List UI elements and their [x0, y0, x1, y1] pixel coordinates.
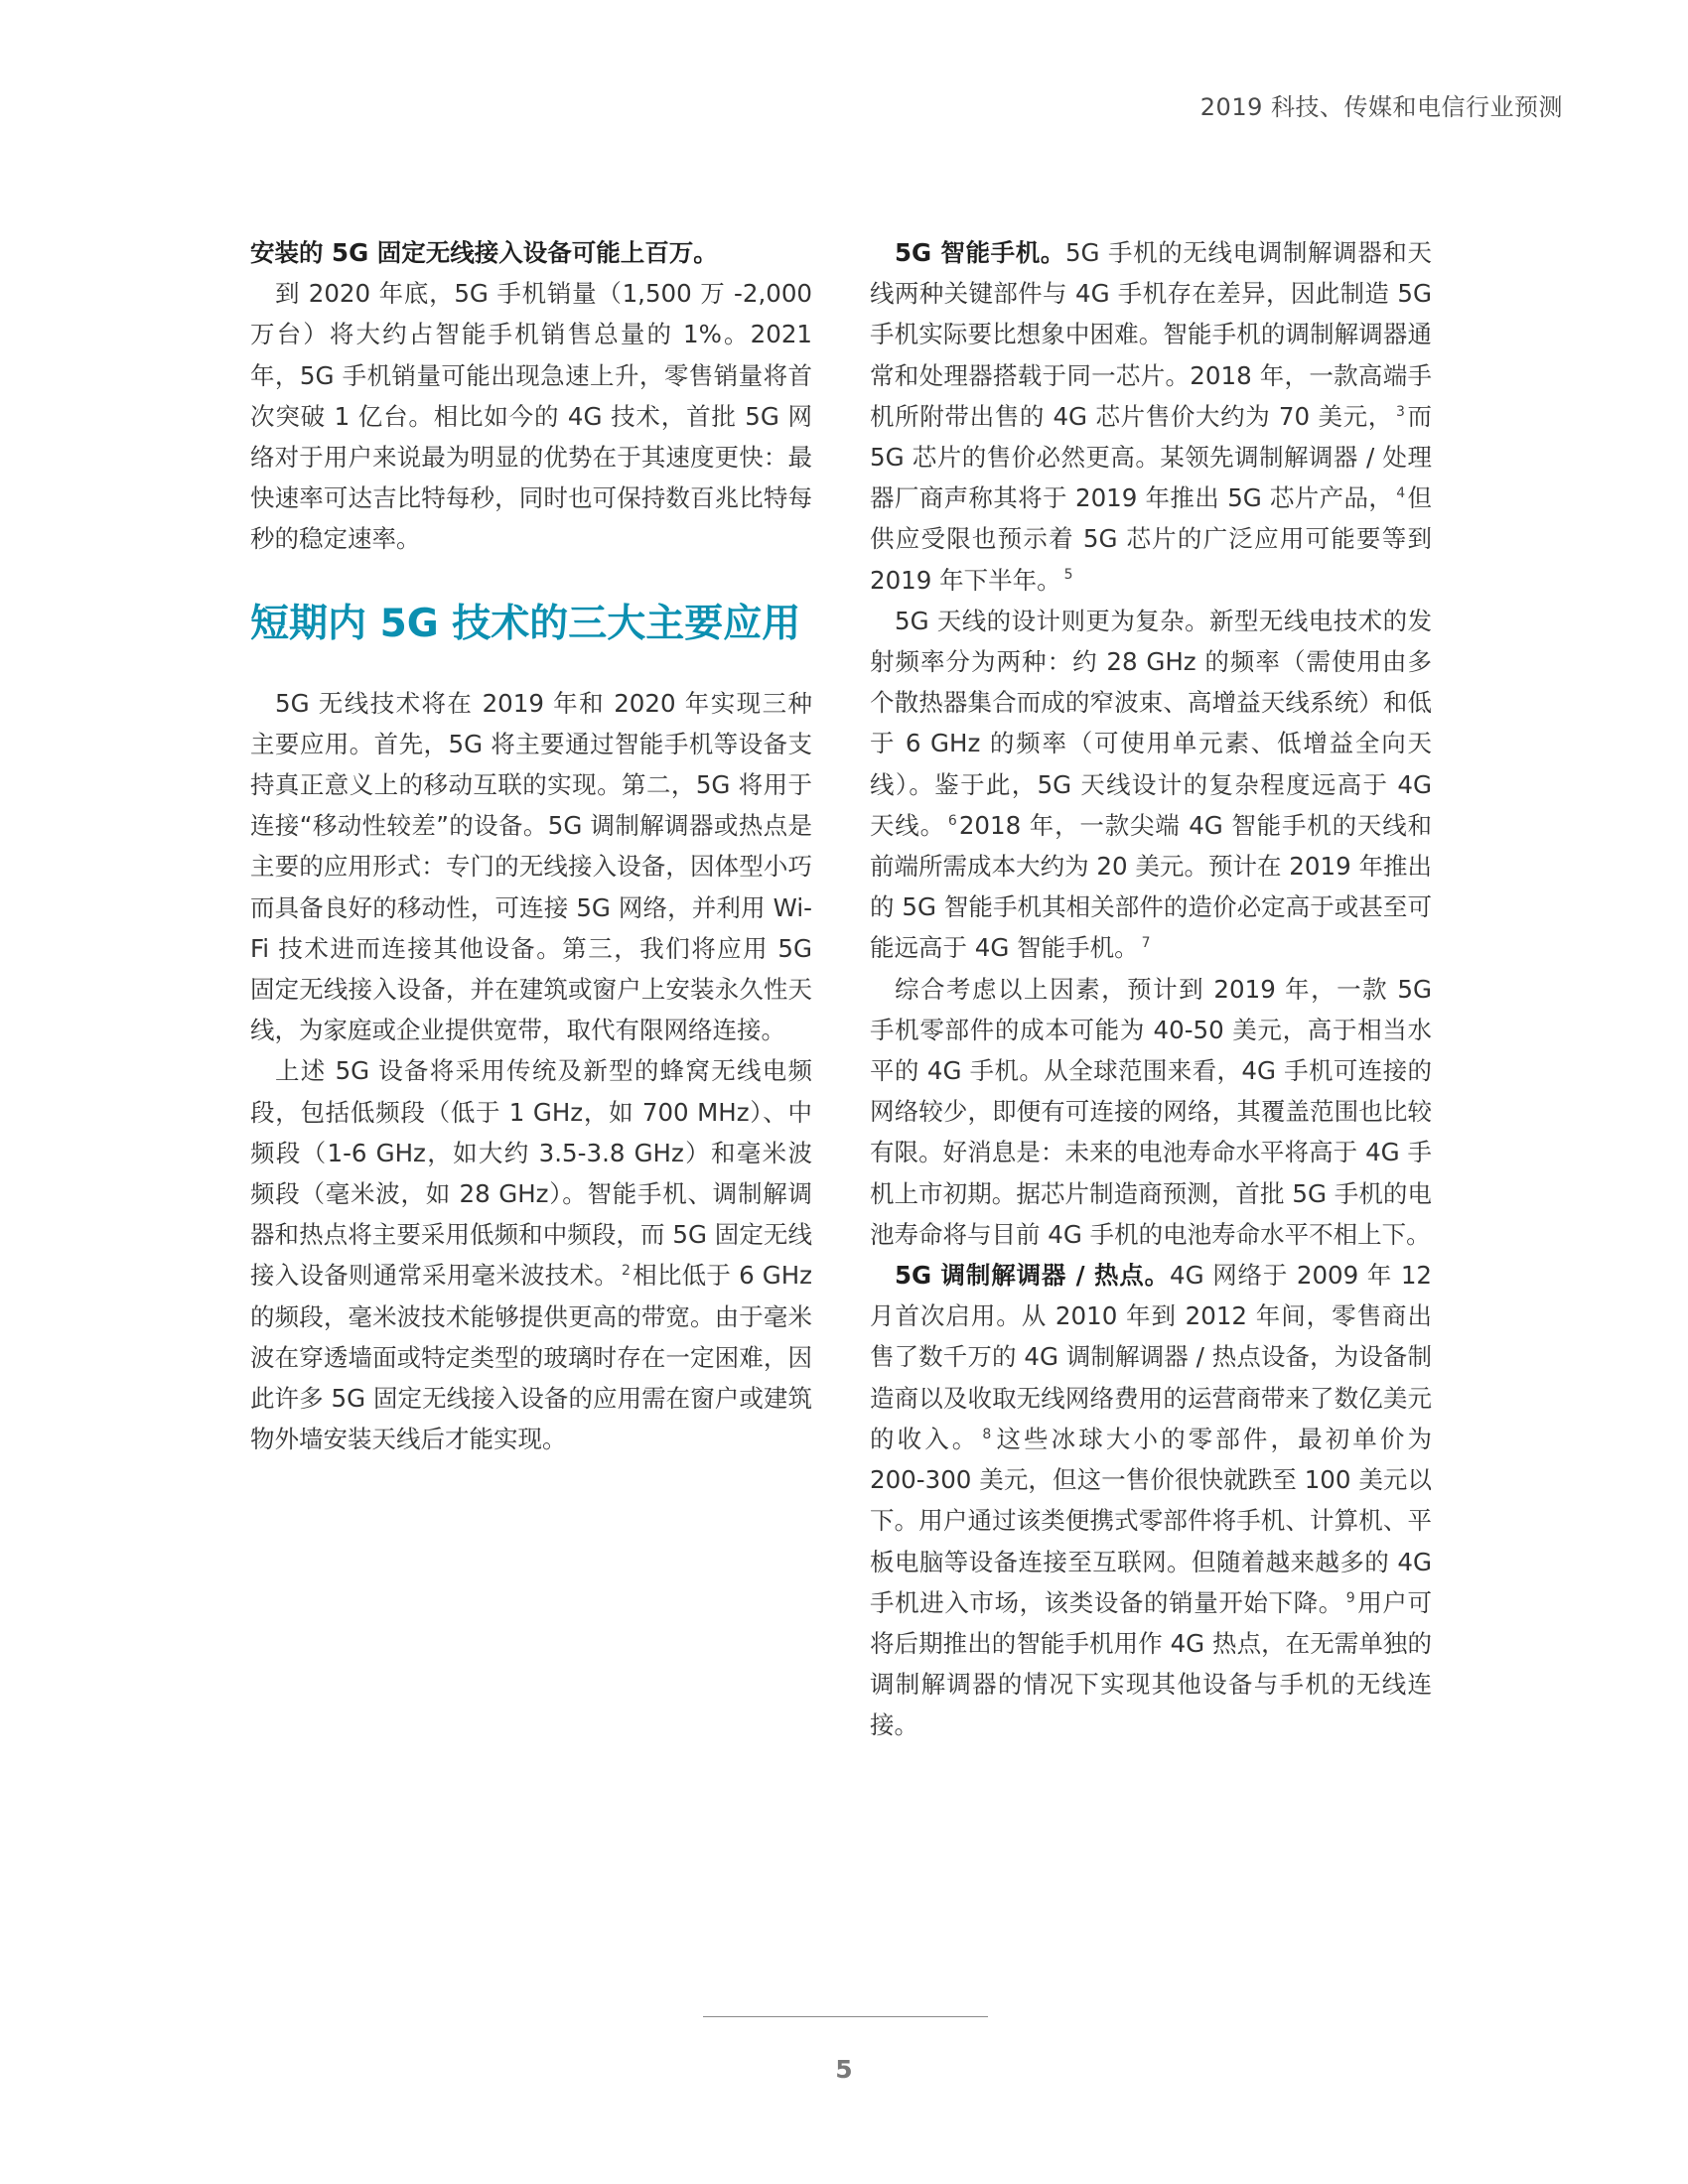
- text-run: 5G 手机的无线电调制解调器和天线两种关键部件与 4G 手机存在差异，因此制造 5G 手机实际要比想象中困难。智能手机的调制解调器通常和处理器搭载于同一芯片。2018 年，一款高端手机所附带出售的 4G 芯片售价大约为 70 美元，: [870, 238, 1433, 431]
- footnote-ref: 9: [1345, 1589, 1355, 1606]
- continued-sentence: 安装的 5G 固定无线接入设备可能上百万。: [250, 238, 718, 267]
- body-paragraph: [870, 601, 1432, 969]
- body-paragraph: 到 2020 年底，5G 手机销量（1,500 万 -2,000 万台）将大约占智能手机销售总量的 1%。2021 年，5G 手机销量可能出现急速上升，零售销量将首次突破 1 亿台。相比如今的 4G 技术，首批 5G 网络对于用户来说最为明显的优势在于其速度更快：最快速率可达吉比特每秒，同时也可保持数百兆比特每秒的稳定速率。: [250, 279, 812, 554]
- text-run: 4G 网络于 2009 年 12 月首次启用。从 2010 年到 2012 年间，零售商出售了数千万的 4G 调制解调器 / 热点设备，为设备制造商以及收取无线网络费用的运营商带来了数亿美元的收入。: [870, 1261, 1432, 1453]
- footnote-ref: 3: [1395, 403, 1405, 420]
- footer-divider: [703, 2016, 988, 2017]
- footnote-ref: 4: [1396, 485, 1406, 502]
- text-run: 这些冰球大小的零部件，最初单价为 200-300 美元，但这一售价很快就跌至 100 美元以下。用户通过该类便携式零部件将手机、计算机、平板电脑等设备连接至互联网。但随着越来越多的 4G 手机进入市场，该类设备的销量开始下降。: [870, 1424, 1433, 1617]
- left-column: [250, 232, 812, 1459]
- text-run: 但供应受限也预示着 5G 芯片的广泛应用可能要等到 2019 年下半年。: [870, 483, 1432, 595]
- footnote-ref: 6: [947, 812, 957, 829]
- text-run: 用户可将后期推出的智能手机用作 4G 热点，在无需单独的调制解调器的情况下实现其他设备与手机的无线连接。: [870, 1587, 1433, 1740]
- body-paragraph: 综合考虑以上因素，预计到 2019 年，一款 5G 手机零部件的成本可能为 40-50 美元，高于相当水平的 4G 手机。从全球范围来看，4G 手机可连接的网络较少，即便有可连接的网络，其覆盖范围也比较有限。好消息是：未来的电池寿命水平将高于 4G 手机上市初期。据芯片制造商预测，首批 5G 手机的电池寿命将与目前 4G 手机的电池寿命水平不相上下。: [870, 974, 1432, 1249]
- page-number: 5: [835, 2055, 853, 2084]
- run-in-heading: 5G 智能手机。: [895, 238, 1065, 267]
- footnote-ref: 8: [982, 1426, 992, 1442]
- footnote-ref: 5: [1063, 567, 1073, 584]
- text-run: 2018 年，一款尖端 4G 智能手机的天线和前端所需成本大约为 20 美元。预计在 2019 年推出的 5G 智能手机其相关部件的造价必定高于或甚至可能远高于 4G 智能手机。: [870, 810, 1432, 963]
- body-paragraph: [870, 1255, 1432, 1745]
- text-run: 上述 5G 设备将采用传统及新型的蜂窝无线电频段，包括低频段（低于 1 GHz，如 700 MHz）、中频段（1-6 GHz，如大约 3.5-3.8 GHz）和毫米波频段（毫米波，如 28 GHz）。智能手机、调制解调器和热点将主要采用低频和中频段，而 5G 固定无线接入设备则通常采用毫米波技术。: [250, 1056, 812, 1291]
- running-header: 2019 科技、传媒和电信行业预测: [1199, 93, 1563, 121]
- section-heading: 短期内 5G 技术的三大主要应用: [250, 601, 801, 646]
- body-paragraph: [250, 1050, 812, 1459]
- right-column: [870, 232, 1432, 1746]
- text-run: 而 5G 芯片的售价必然更高。某领先调制解调器 / 处理器厂商声称其将于 2019 年推出 5G 芯片产品，: [870, 401, 1433, 513]
- footnote-ref: 7: [1141, 935, 1151, 952]
- footnote-ref: 2: [622, 1263, 631, 1280]
- run-in-heading: 5G 调制解调器 / 热点。: [895, 1261, 1170, 1291]
- text-run: 5G 天线的设计则更为复杂。新型无线电技术的发射频率分为两种：约 28 GHz 的频率（需使用由多个散热器集合而成的窄波束、高增益天线系统）和低于 6 GHz 的频率（可使用单元素、低增益全向天线）。鉴于此，5G 天线设计的复杂程度远高于 4G 天线。: [870, 606, 1432, 840]
- text-run: 相比低于 6 GHz 的频段，毫米波技术能够提供更高的带宽。由于毫米波在穿透墙面或特定类型的玻璃时存在一定困难，因此许多 5G 固定无线接入设备的应用需在窗户或建筑物外墙安装天线后才能实现。: [250, 1261, 813, 1454]
- body-paragraph: [870, 232, 1432, 601]
- body-paragraph: 5G 无线技术将在 2019 年和 2020 年实现三种主要应用。首先，5G 将主要通过智能手机等设备支持真正意义上的移动互联的实现。第二，5G 将用于连接“移动性较差”的设备。5G 调制解调器或热点是主要的应用形式：专门的无线接入设备，因体型小巧而具备良好的移动性，可连接 5G 网络，并利用 Wi-Fi 技术进而连接其他设备。第三，我们将应用 5G 固定无线接入设备，并在建筑或窗户上安装永久性天线，为家庭或企业提供宽带，取代有限网络连接。: [250, 688, 812, 1045]
